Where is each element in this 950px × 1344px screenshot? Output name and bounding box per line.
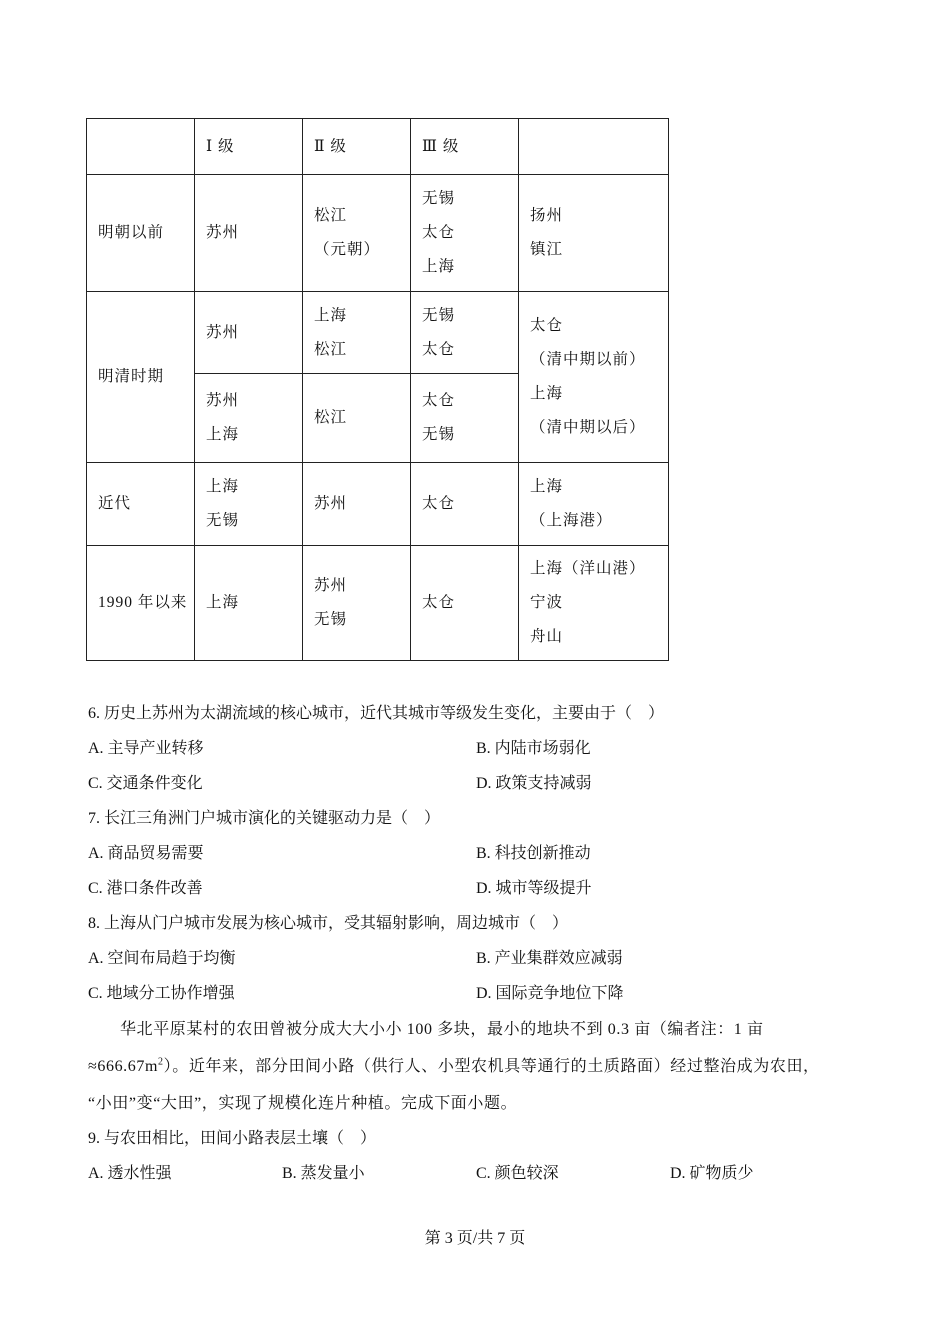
gateway-cell: 太仓 （清中期以前） 上海 （清中期以后） xyxy=(519,292,669,463)
table-row xyxy=(87,546,669,661)
level3-cell: 太仓 xyxy=(411,546,519,661)
question-8-option-d: D. 国际竞争地位下降 xyxy=(476,985,624,1002)
question-6-option-b: B. 内陆市场弱化 xyxy=(476,740,591,757)
page-footer: 第 3 页/共 7 页 xyxy=(424,1230,526,1247)
period-cell: 1990 年以来 xyxy=(87,546,195,661)
question-8-option-a: A. 空间布局趋于均衡 xyxy=(88,950,236,967)
question-9-option-d: D. 矿物质少 xyxy=(670,1165,754,1182)
question-7-option-b: B. 科技创新推动 xyxy=(476,845,591,862)
period-cell: 近代 xyxy=(87,463,195,546)
question-8-stem: 8. 上海从门户城市发展为核心城市，受其辐射影响，周边城市（ ） xyxy=(88,915,569,932)
header-cell-level-2: Ⅱ 级 xyxy=(303,119,411,175)
question-7-option-a: A. 商品贸易需要 xyxy=(88,845,204,862)
period-cell: 明清时期 xyxy=(87,292,195,463)
city-grade-table xyxy=(86,118,669,661)
question-6-option-c: C. 交通条件变化 xyxy=(88,775,203,792)
level3-cell: 太仓 xyxy=(411,463,519,546)
question-6-stem: 6. 历史上苏州为太湖流域的核心城市，近代其城市等级发生变化，主要由于（ ） xyxy=(88,705,665,722)
level1-cell: 苏州 xyxy=(195,292,303,374)
level3-cell: 无锡 太仓 xyxy=(411,292,519,374)
question-7-stem: 7. 长江三角洲门户城市演化的关键驱动力是（ ） xyxy=(88,810,441,827)
passage-line-3: “小田”变“大田”，实现了规模化连片种植。完成下面小题。 xyxy=(88,1095,518,1112)
period-cell: 明朝以前 xyxy=(87,175,195,292)
question-8-option-c: C. 地域分工协作增强 xyxy=(88,985,235,1002)
table-header-row xyxy=(87,119,669,175)
question-9-option-c: C. 颜色较深 xyxy=(476,1165,559,1182)
passage-line-1: 华北平原某村的农田曾被分成大大小小 100 多块，最小的地块不到 0.3 亩（编者注：1 亩 xyxy=(120,1021,764,1038)
gateway-cell: 上海 （上海港） xyxy=(519,463,669,546)
header-cell-gateway xyxy=(519,119,669,175)
question-9-option-a: A. 透水性强 xyxy=(88,1165,172,1182)
gateway-cell: 上海（洋山港） 宁波 舟山 xyxy=(519,546,669,661)
level2-cell: 苏州 xyxy=(303,463,411,546)
level1-cell: 上海 xyxy=(195,546,303,661)
question-6-option-a: A. 主导产业转移 xyxy=(88,740,204,757)
question-8-option-b: B. 产业集群效应减弱 xyxy=(476,950,623,967)
passage-line-2: $\approx 666.67m^2$）。近年来，部分田间小路（供行人、小型农机具等通行的土质路面）经过整治成为农田， xyxy=(88,1056,820,1075)
question-6-option-d: D. 政策支持减弱 xyxy=(476,775,592,792)
level1-cell: 苏州 上海 xyxy=(195,374,303,463)
header-cell-level-3: Ⅲ 级 xyxy=(411,119,519,175)
question-7-option-d: D. 城市等级提升 xyxy=(476,880,592,897)
header-cell-level-1: Ⅰ 级 xyxy=(195,119,303,175)
header-cell-empty xyxy=(87,119,195,175)
level1-cell: 苏州 xyxy=(195,175,303,292)
table-row xyxy=(87,175,669,292)
level2-cell: 松江 （元朝） xyxy=(303,175,411,292)
question-9-stem: 9. 与农田相比，田间小路表层土壤（ ） xyxy=(88,1130,377,1147)
gateway-cell: 扬州 镇江 xyxy=(519,175,669,292)
level2-cell: 松江 xyxy=(303,374,411,463)
level3-cell: 太仓 无锡 xyxy=(411,374,519,463)
level2-cell: 苏州 无锡 xyxy=(303,546,411,661)
level3-cell: 无锡 太仓 上海 xyxy=(411,175,519,292)
question-7-option-c: C. 港口条件改善 xyxy=(88,880,203,897)
level1-cell: 上海 无锡 xyxy=(195,463,303,546)
level2-cell: 上海 松江 xyxy=(303,292,411,374)
table-row xyxy=(87,463,669,546)
question-9-option-b: B. 蒸发量小 xyxy=(282,1165,365,1182)
table-row xyxy=(87,292,669,374)
